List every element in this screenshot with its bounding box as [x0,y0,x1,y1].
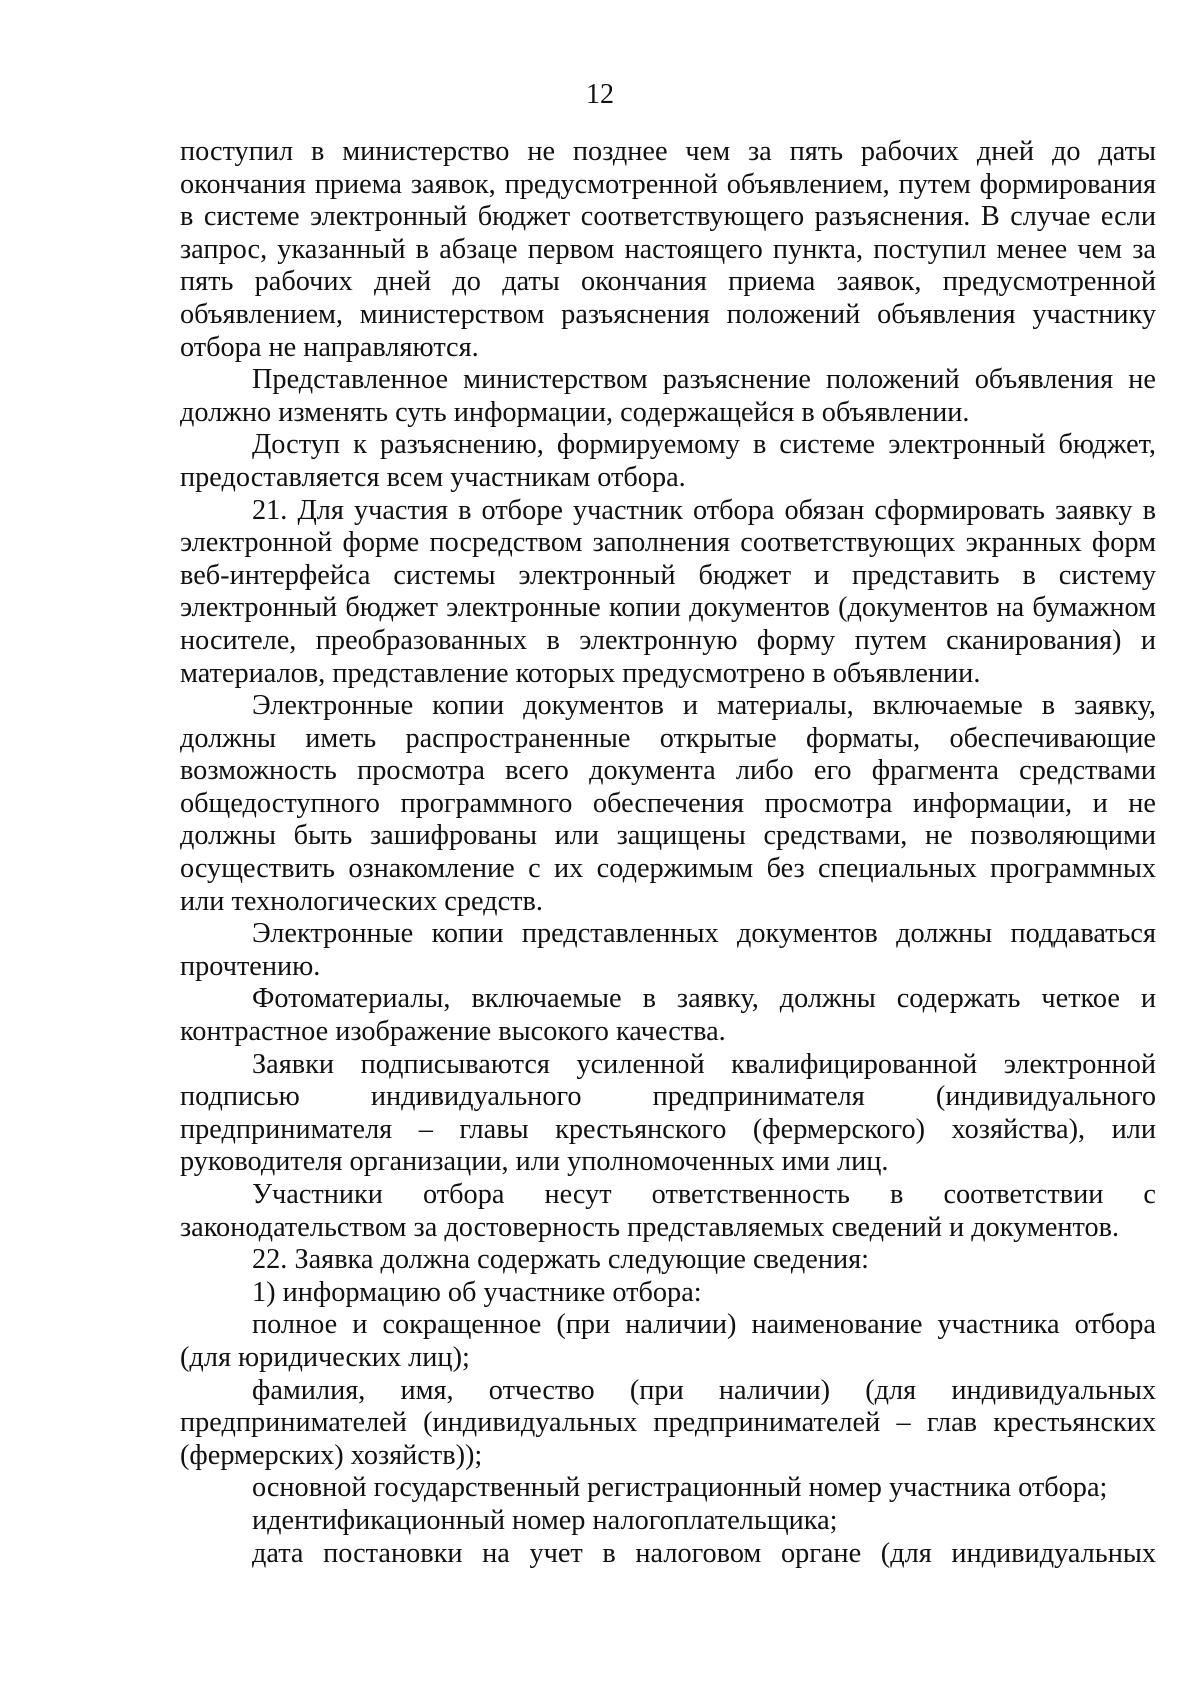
list-item: идентификационный номер налогоплательщика; [252,1504,838,1536]
paragraph-item-22: 22. Заявка должна содержать следующие сведения: [252,1244,870,1276]
list-item: основной государственный регистрационный номер участника отбора; [252,1472,1108,1504]
list-item: фамилия, имя, отчество (при наличии) (для индивидуальных предпринимателей (индивидуальных предпринимателей – глав крестьянских (фермерских) хозяйств)); [180,1374,1156,1471]
paragraph: Участники отбора несут ответственность в соответствии с законодательством за достоверность представляемых сведений и документов. [180,1179,1156,1243]
page-number: 12 [586,79,614,110]
paragraph: Электронные копии представленных документов должны поддаваться прочтению. [180,918,1156,982]
paragraph: Электронные копии документов и материалы, включаемые в заявку, должны иметь распространенные открытые форматы, обеспечивающие возможность просмотра всего документа либо его фрагмента средствами общедоступного программного обеспечения просмотра информации, и не должны быть зашифрованы или защищены средствами, не позволяющими осуществить ознакомление с их содержимым без специальных программных или технологических средств. [180,690,1156,917]
list-item: полное и сокращенное (при наличии) наименование участника отбора (для юридических лиц); [180,1309,1156,1373]
paragraph-item-21: 21. Для участия в отборе участник отбора обязан сформировать заявку в электронной форме посредством заполнения соответствующих экранных форм веб-интерфейса системы электронный бюджет и представить в систему электронный бюджет электронные копии документов (документов на бумажном носителе, преобразованных в электронную форму путем сканирования) и материалов, представление которых предусмотрено в объявлении. [180,494,1156,689]
paragraph-continuation: поступил в министерство не позднее чем за пять рабочих дней до даты окончания приема заявок, предусмотренной объявлением, путем формирования в системе электронный бюджет соответствующего разъяснения. В случае если запрос, указанный в абзаце первом настоящего пункта, поступил менее чем за пять рабочих дней до даты окончания приема заявок, предусмотренной объявлением, министерством разъяснения положений объявления участнику отбора не направляются. [180,136,1156,363]
paragraph: Представленное министерством разъяснение положений объявления не должно изменять суть информации, содержащейся в объявлении. [180,364,1156,428]
document-body [180,136,1156,1570]
paragraph: Заявки подписываются усиленной квалифицированной электронной подписью индивидуального предпринимателя (индивидуального предпринимателя – главы крестьянского (фермерского) хозяйства), или руководителя организации, или уполномоченных ими лиц. [180,1048,1156,1178]
list-item: 1) информацию об участнике отбора: [252,1276,702,1308]
list-item: дата постановки на учет в налоговом органе (для индивидуальных [252,1537,1156,1569]
paragraph: Доступ к разъяснению, формируемому в системе электронный бюджет, предоставляется всем участникам отбора. [180,429,1156,493]
paragraph: Фотоматериалы, включаемые в заявку, должны содержать четкое и контрастное изображение высокого качества. [180,983,1156,1048]
